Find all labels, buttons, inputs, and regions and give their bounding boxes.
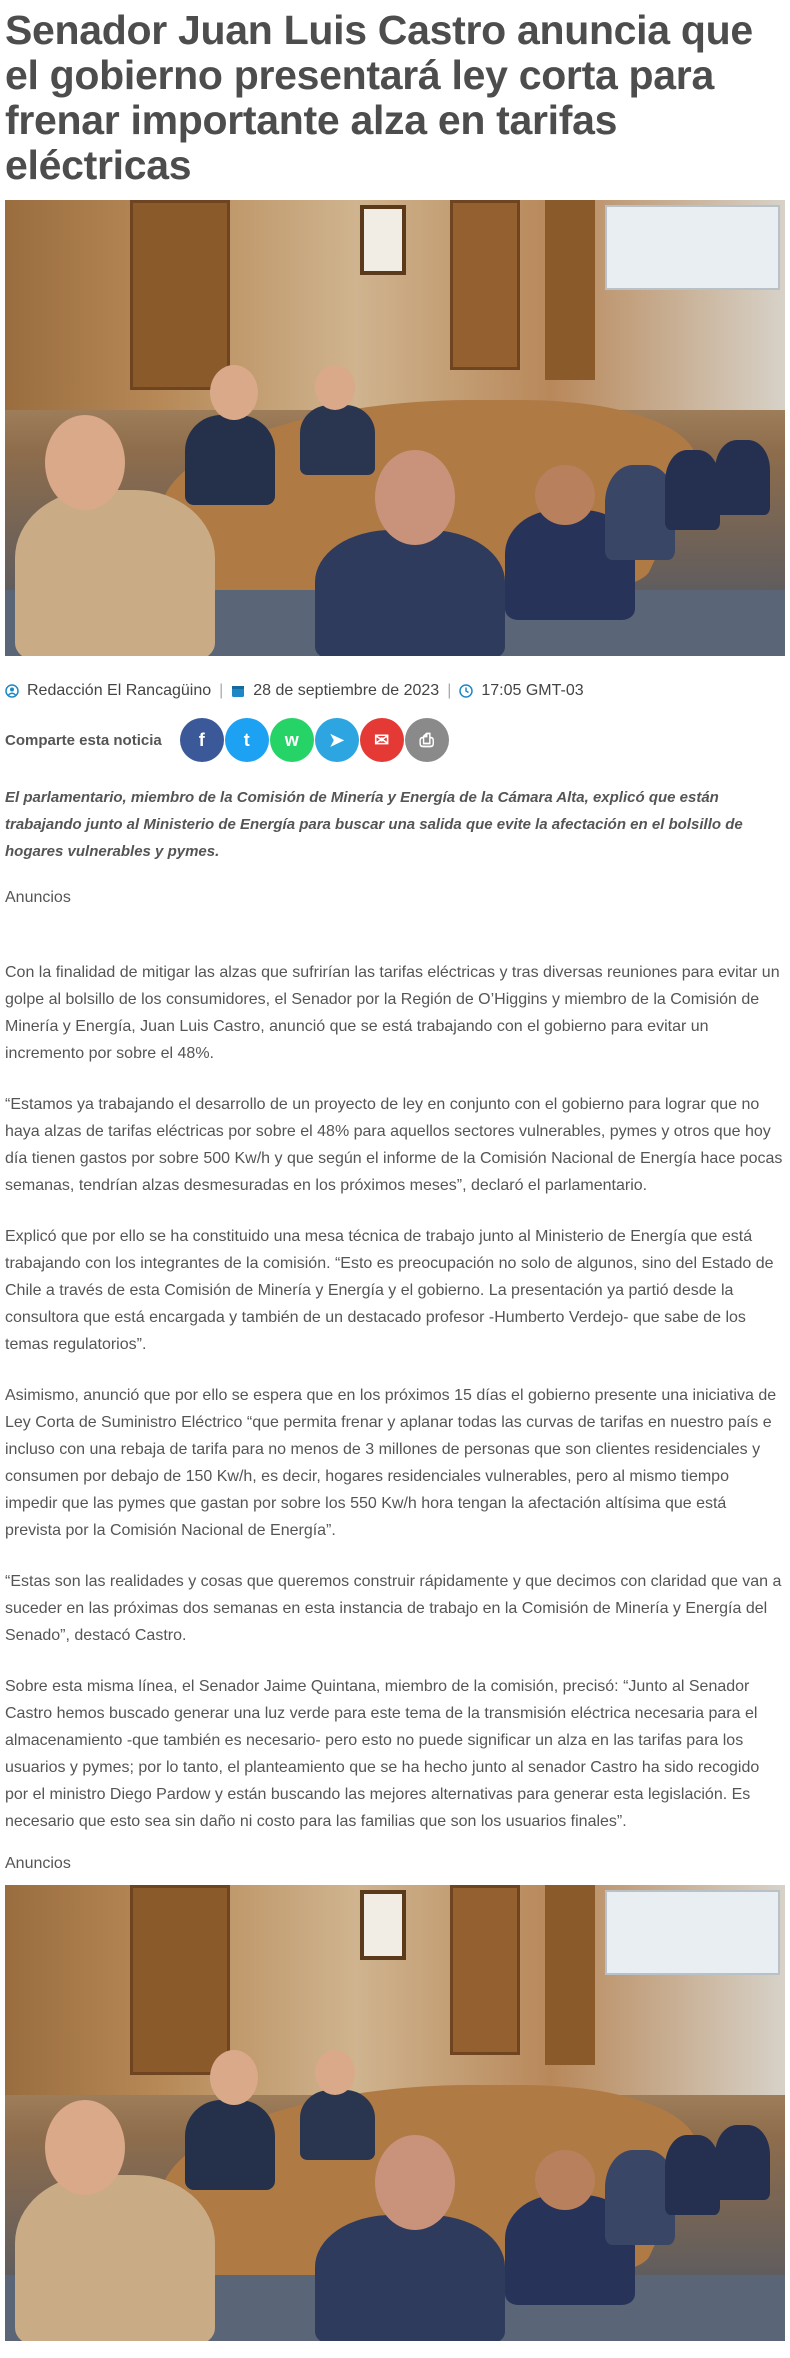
article-body xyxy=(5,959,785,1835)
share-telegram-button[interactable] xyxy=(315,718,359,762)
article-date: 28 de septiembre de 2023 xyxy=(253,682,440,699)
article-photo xyxy=(5,200,785,656)
paragraph: Explicó que por ello se ha constituido una mesa técnica de trabajo junto al Ministerio de Energía que está trabajando con los integrantes de la comisión. “Esto es preocupación no solo de algunos, sino del Estado de Chile a través de esta Comisión de Minería y Energía y el gobierno. La presentación ya partió desde la consultora que está encargada y también de un destacado profesor -Humberto Verdejo- que sabe de los temas regulatorios”. xyxy=(5,1228,774,1353)
share-print-button[interactable] xyxy=(405,718,449,762)
article-title: Senador Juan Luis Castro anuncia que el gobierno presentará ley corta para frenar importante alza en tarifas eléctricas xyxy=(5,7,753,188)
article-time: 17:05 GMT-03 xyxy=(481,682,584,699)
share-twitter-button[interactable] xyxy=(225,718,269,762)
calendar-icon xyxy=(231,684,245,698)
email-icon: ✉ xyxy=(374,729,390,750)
share-facebook-button[interactable] xyxy=(180,718,224,762)
paragraph: “Estas son las realidades y cosas que queremos construir rápidamente y que decimos con claridad que van a suceder en las próximas dos semanas en esta instancia de trabajo en la Comisión de Minería y Energía del Senado”, destacó Castro. xyxy=(5,1573,782,1644)
share-label: Comparte esta noticia xyxy=(5,731,162,749)
article-meta xyxy=(5,682,785,700)
paragraph: Con la finalidad de mitigar las alzas que sufrirían las tarifas eléctricas y tras diversas reuniones para evitar un golpe al bolsillo de los consumidores, el Senador por la Región de O’Higgins y miembro de la Comisión de Minería y Energía, Juan Luis Castro, anunció que se está trabajando con el gobierno para evitar un incremento por sobre el 48%. xyxy=(5,964,780,1062)
share-bar xyxy=(5,718,785,762)
paragraph: Sobre esta misma línea, el Senador Jaime Quintana, miembro de la comisión, precisó: “Junto al Senador Castro hemos buscado generar una luz verde para este tema de la transmisión eléctrica necesaria para el almacenamiento -que también es necesario- pero esto no puede significar un alza en las tarifas para los usuarios y pymes; por lo tanto, el planteamiento que se ha hecho junto al senador Castro ha sido recogido por el ministro Diego Pardow y están buscando las mejores alternativas para generar esta legislación. Es necesario que esto sea sin daño ni costo para las familias que son los usuarios finales”. xyxy=(5,1678,760,1830)
author-link[interactable]: Redacción El Rancagüino xyxy=(27,682,212,699)
meta-divider: | xyxy=(219,682,224,699)
ads-label: Anuncios xyxy=(5,1855,71,1872)
ads-label: Anuncios xyxy=(5,889,71,906)
article-lead: El parlamentario, miembro de la Comisión de Minería y Energía de la Cámara Alta, explicó que están trabajando junto al Ministerio de Energía para buscar una salida que evite la afectación en el bolsillo de hogares vulnerables y pymes. xyxy=(5,789,743,860)
print-icon: ⎙ xyxy=(419,729,434,750)
clock-icon xyxy=(459,684,473,698)
share-whatsapp-button[interactable] xyxy=(270,718,314,762)
paragraph: Asimismo, anunció que por ello se espera que en los próximos 15 días el gobierno presente una iniciativa de Ley Corta de Suministro Eléctrico “que permita frenar y aplanar todas las curvas de tarifas en nuestro país e incluso con una rebaja de tarifa para no menos de 3 millones de personas que son clientes residenciales y consumen por debajo de 150 Kw/h, es decir, hogares residenciales vulnerables, pero al mismo tiempo impedir que las pymes que gastan por sobre los 550 Kw/h hora tengan la afectación altísima que está prevista por la Comisión Nacional de Energía”. xyxy=(5,1387,777,1539)
share-email-button[interactable] xyxy=(360,718,404,762)
whatsapp-icon: w xyxy=(284,729,299,750)
user-icon xyxy=(5,684,19,698)
paragraph: “Estamos ya trabajando el desarrollo de un proyecto de ley en conjunto con el gobierno para lograr que no haya alzas de tarifas eléctricas por sobre el 48% para aquellos sectores vulnerables, pymes y otros que hoy día tienen gastos por sobre 500 Kw/h y que según el informe de la Comisión Nacional de Energía hace pocas semanas, tendrían alzas desmesuradas en los próximos meses”, declaró el parlamentario. xyxy=(5,1096,783,1194)
facebook-icon: f xyxy=(198,729,205,750)
telegram-icon: ➤ xyxy=(329,729,345,750)
meta-divider: | xyxy=(447,682,452,699)
twitter-icon: t xyxy=(243,729,250,750)
article-photo-repeat xyxy=(5,1885,785,2341)
